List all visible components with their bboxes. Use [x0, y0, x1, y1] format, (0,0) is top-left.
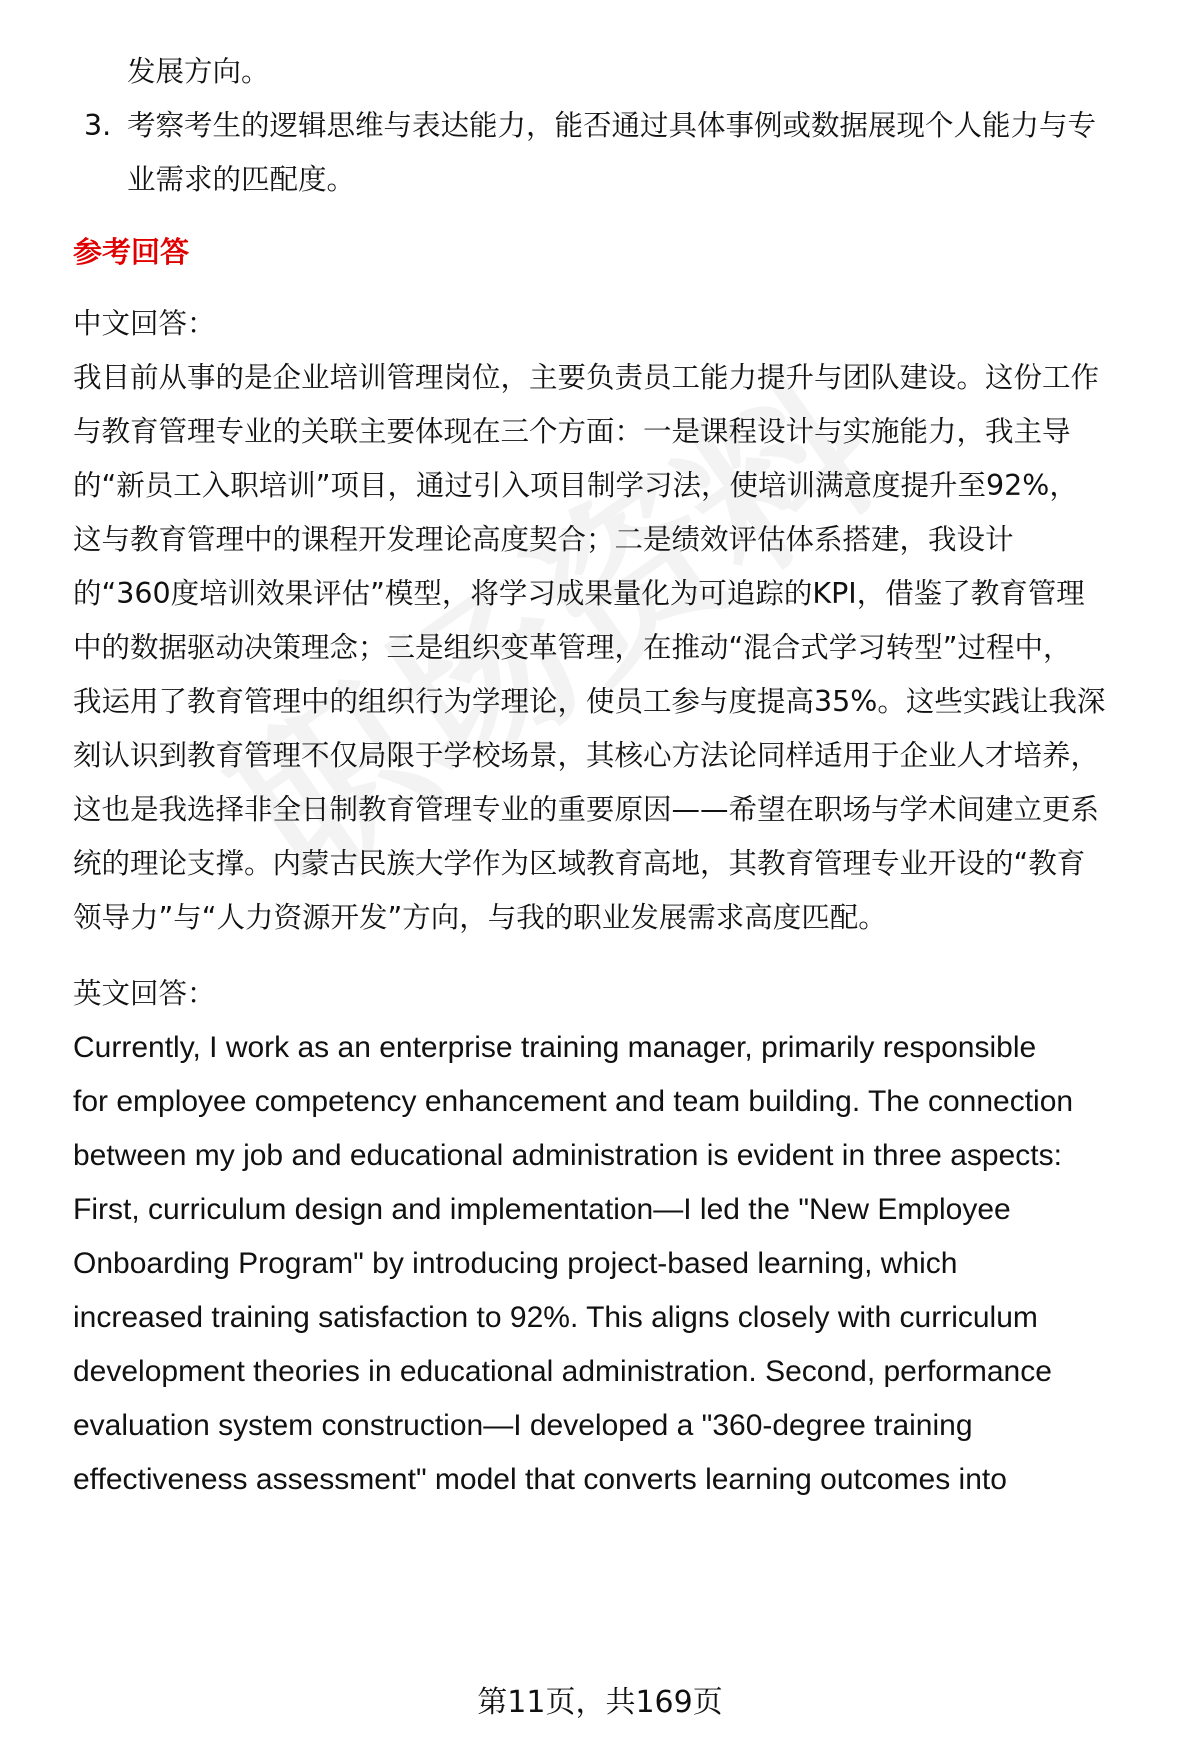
chinese-answer-line: 刻认识到教育管理不仅局限于学校场景，其核心方法论同样适用于企业人才培养，	[73, 739, 1100, 772]
chinese-answer-label: 中文回答：	[73, 307, 216, 340]
page-number-footer: 第11页，共169页	[477, 1685, 723, 1720]
list-item-line: 业需求的匹配度。	[127, 163, 356, 196]
chinese-answer-line: 与教育管理专业的关联主要体现在三个方面：一是课程设计与实施能力，我主导	[73, 415, 1071, 448]
list-item-line: 考察考生的逻辑思维与表达能力，能否通过具体事例或数据展现个人能力与专	[127, 109, 1097, 142]
chinese-answer-line: 统的理论支撑。内蒙古民族大学作为区域教育高地，其教育管理专业开设的“教育	[73, 847, 1086, 880]
english-answer-line: development theories in educational administration. Second, performance	[73, 1355, 1052, 1388]
english-answer-line: for employee competency enhancement and team building. The connection	[73, 1085, 1074, 1118]
english-answer-line: increased training satisfaction to 92%. This aligns closely with curriculum	[73, 1301, 1038, 1334]
list-item-number: 3.	[84, 109, 112, 142]
english-answer-line: Onboarding Program" by introducing project-based learning, which	[73, 1247, 958, 1280]
chinese-answer-line: 领导力”与“人力资源开发”方向，与我的职业发展需求高度匹配。	[73, 901, 887, 934]
english-answer-line: evaluation system construction—I developed a "360-degree training	[73, 1409, 973, 1442]
chinese-answer-line: 中的数据驱动决策理念；三是组织变革管理，在推动“混合式学习转型”过程中，	[73, 631, 1072, 664]
chinese-answer-line: 的“360度培训效果评估”模型，将学习成果量化为可追踪的KPI，借鉴了教育管理	[73, 577, 1085, 610]
list-continuation-line: 发展方向。	[127, 55, 270, 88]
chinese-answer-line: 这与教育管理中的课程开发理论高度契合；二是绩效评估体系搭建，我设计	[73, 523, 1014, 556]
chinese-answer-line: 我运用了教育管理中的组织行为学理论，使员工参与度提高35%。这些实践让我深	[73, 685, 1106, 718]
english-answer-line: between my job and educational administration is evident in three aspects:	[73, 1139, 1062, 1172]
chinese-answer-line: 我目前从事的是企业培训管理岗位，主要负责员工能力提升与团队建设。这份工作	[73, 361, 1100, 394]
chinese-answer-line: 这也是我选择非全日制教育管理专业的重要原因——希望在职场与学术间建立更系	[73, 793, 1100, 826]
section-heading: 参考回答	[73, 235, 190, 269]
english-answer-line: effectiveness assessment" model that converts learning outcomes into	[73, 1463, 1007, 1496]
english-answer-line: Currently, I work as an enterprise training manager, primarily responsible	[73, 1031, 1037, 1064]
english-answer-line: First, curriculum design and implementation—I led the "New Employee	[73, 1193, 1011, 1226]
chinese-answer-line: 的“新员工入职培训”项目，通过引入项目制学习法，使培训满意度提升至92%，	[73, 469, 1078, 502]
english-answer-label: 英文回答：	[73, 977, 216, 1010]
